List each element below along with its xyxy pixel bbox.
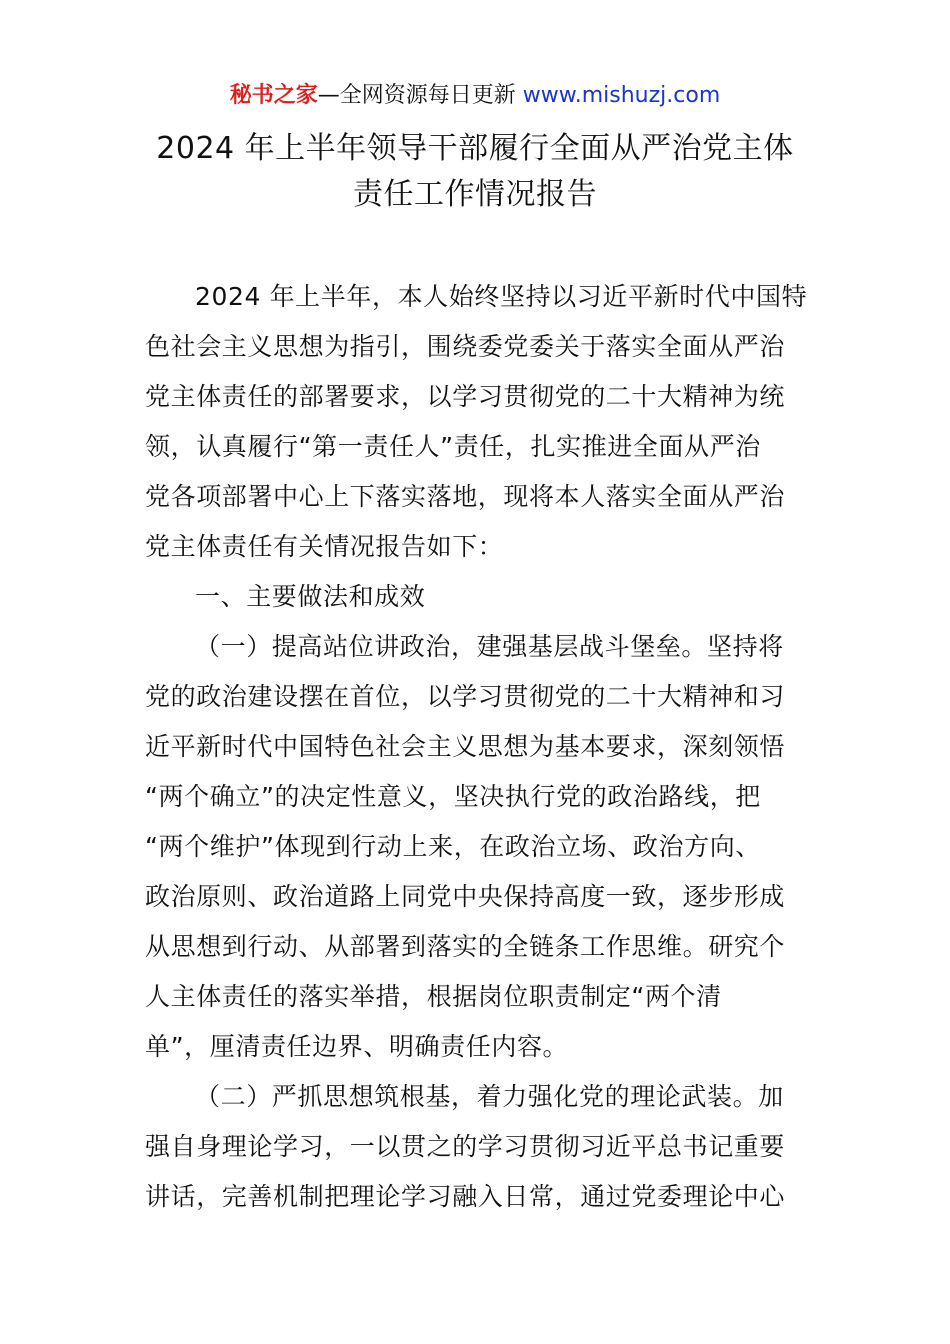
body-line: 党的政治建设摆在首位，以学习贯彻党的二十大精神和习 <box>145 682 786 711</box>
site-brand: 秘书之家 <box>229 83 318 108</box>
body-line: 党主体责任的部署要求，以学习贯彻党的二十大精神为统 <box>145 382 786 411</box>
body-line: 人主体责任的落实举措，根据岗位职责制定“两个清 <box>145 982 722 1011</box>
document-title <box>100 126 850 218</box>
title-line-1: 2024 年上半年领导干部履行全面从严治党主体 <box>156 131 794 166</box>
body-line: 单”，厘清责任边界、明确责任内容。 <box>145 1032 569 1061</box>
body-line: 从思想到行动、从部署到落实的全链条工作思维。研究个 <box>145 932 786 961</box>
body-line: （二）严抓思想筑根基，着力强化党的理论武装。加 <box>195 1082 784 1111</box>
body-line: 强自身理论学习，一以贯之的学习贯彻习近平总书记重要 <box>145 1132 786 1161</box>
site-tagline: —全网资源每日更新 <box>317 83 516 108</box>
body-line: 党各项部署中心上下落实落地，现将本人落实全面从严治 <box>145 482 786 511</box>
site-header <box>0 80 950 112</box>
body-line: 色社会主义思想为指引，围绕委党委关于落实全面从严治 <box>145 332 786 361</box>
section-heading: 一、主要做法和成效 <box>195 582 426 611</box>
document-body <box>145 272 810 1222</box>
body-line: “两个确立”的决定性意义，坚决执行党的政治路线，把 <box>145 782 761 811</box>
body-line: “两个维护”体现到行动上来，在政治立场、政治方向、 <box>145 832 761 861</box>
body-line: 领，认真履行“第一责任人”责任，扎实推进全面从严治 <box>145 432 761 461</box>
body-line: 讲话，完善机制把理论学习融入日常，通过党委理论中心 <box>145 1182 786 1211</box>
body-line: （一）提高站位讲政治，建强基层战斗堡垒。坚持将 <box>195 632 784 661</box>
body-line: 2024 年上半年，本人始终坚持以习近平新时代中国特 <box>195 282 808 311</box>
body-line: 党主体责任有关情况报告如下： <box>145 532 504 561</box>
body-line: 政治原则、政治道路上同党中央保持高度一致，逐步形成 <box>145 882 786 911</box>
title-line-2: 责任工作情况报告 <box>353 177 597 212</box>
site-url-link[interactable]: www.mishuzj.com <box>522 83 721 108</box>
body-line: 近平新时代中国特色社会主义思想为基本要求，深刻领悟 <box>145 732 786 761</box>
